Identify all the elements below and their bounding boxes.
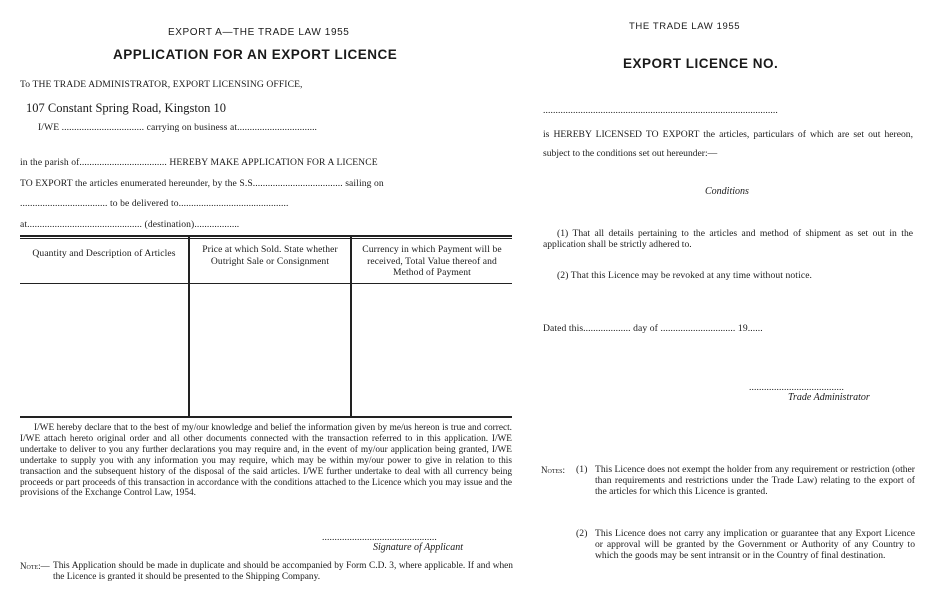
licence-holder-dots: ..............................................................................................: [543, 105, 778, 116]
column-header-currency: Currency in which Payment will be received, Total Value thereof and Method of Payment: [362, 244, 502, 278]
conditions-title: Conditions: [705, 186, 749, 197]
notes-label: Notes:: [541, 465, 565, 475]
administrator-dots: ......................................: [749, 382, 844, 393]
signature-dots: ..............................................: [322, 532, 437, 543]
note-text: This Application should be made in duplicate and should be accompanied by Form C.D. 3, where applicable. If and when the Licence is granted it should be presented to the Shipping Company.: [53, 561, 513, 582]
table-header-rule: [20, 283, 512, 284]
table-top-rule: [20, 235, 512, 237]
note-1-text: This Licence does not exempt the holder from any requirement or restriction (other than requirements and restrictions under the Trade Law) relating to the export of the articles for which this Licence is granted.: [595, 464, 915, 497]
administrator-label: Trade Administrator: [788, 392, 870, 403]
application-header: EXPORT A—THE TRADE LAW 1955: [168, 27, 350, 38]
signature-label: Signature of Applicant: [373, 542, 463, 553]
dated-line: Dated this................... day of .............................. 19......: [543, 323, 763, 334]
delivered-line: ................................... to be delivered to............................................: [20, 198, 289, 209]
to-line: To THE TRADE ADMINISTRATOR, EXPORT LICENSING OFFICE,: [20, 79, 303, 90]
condition-1: (1) That all details pertaining to the articles and method of shipment as set out in the application shall be strictly adhered to.: [543, 228, 913, 250]
parish-line: in the parish of................................... HEREBY MAKE APPLICATION FOR A LICENCE: [20, 157, 378, 168]
condition-2: (2) That this Licence may be revoked at any time without notice.: [557, 270, 813, 281]
table-divider-1: [188, 237, 190, 417]
table-top-rule-inner: [20, 238, 512, 239]
column-header-quantity: Quantity and Description of Articles: [32, 248, 176, 259]
destination-line: at.............................................. (destination)..................: [20, 219, 240, 230]
licensed-text: is HEREBY LICENSED TO EXPORT the articles, particulars of which are set out hereon, subject to the conditions set out hereunder:—: [543, 129, 913, 159]
office-address: 107 Constant Spring Road, Kingston 10: [26, 101, 227, 115]
application-title: APPLICATION FOR AN EXPORT LICENCE: [113, 47, 398, 62]
note-1-number: (1): [576, 464, 588, 475]
applicant-line: I/WE ................................. carrying on business at................................: [38, 122, 318, 133]
export-line: TO EXPORT the articles enumerated hereunder, by the S.S.................................... sailing on: [20, 178, 384, 189]
declaration-text: I/WE hereby declare that to the best of my/our knowledge and belief the information given by me/us hereon is true and correct. I/WE attach hereto original order and all other documents connected with the transaction referred to in this application. I/WE undertake to deliver to you any further declarations you may require and, in the event of my/our application being granted, I/WE undertake to supply you with any information you may require, which may be within my/our power to give in relation to this transaction and the subsequent history of the disposal of the said articles. I/WE further undertake to deal with all currency being proceeds or part proceeds of this transaction in accordance with the conditions attached to the Licence which you may issue and the provisions of the Exchange Control Law, 1954.: [20, 423, 512, 499]
table-bottom-rule: [20, 416, 512, 418]
note-label: Note:—: [20, 561, 50, 571]
column-header-price: Price at which Sold. State whether Outright Sale or Consignment: [202, 244, 338, 267]
licence-header: THE TRADE LAW 1955: [629, 21, 741, 32]
licence-title: EXPORT LICENCE NO.: [623, 56, 779, 71]
note-2-number: (2): [576, 528, 588, 539]
note-2-text: This Licence does not carry any implication or guarantee that any Export Licence or approval will be granted by the Government or Authority of any Country to which the goods may be sent intransit or in the Country of final destination.: [595, 528, 915, 561]
